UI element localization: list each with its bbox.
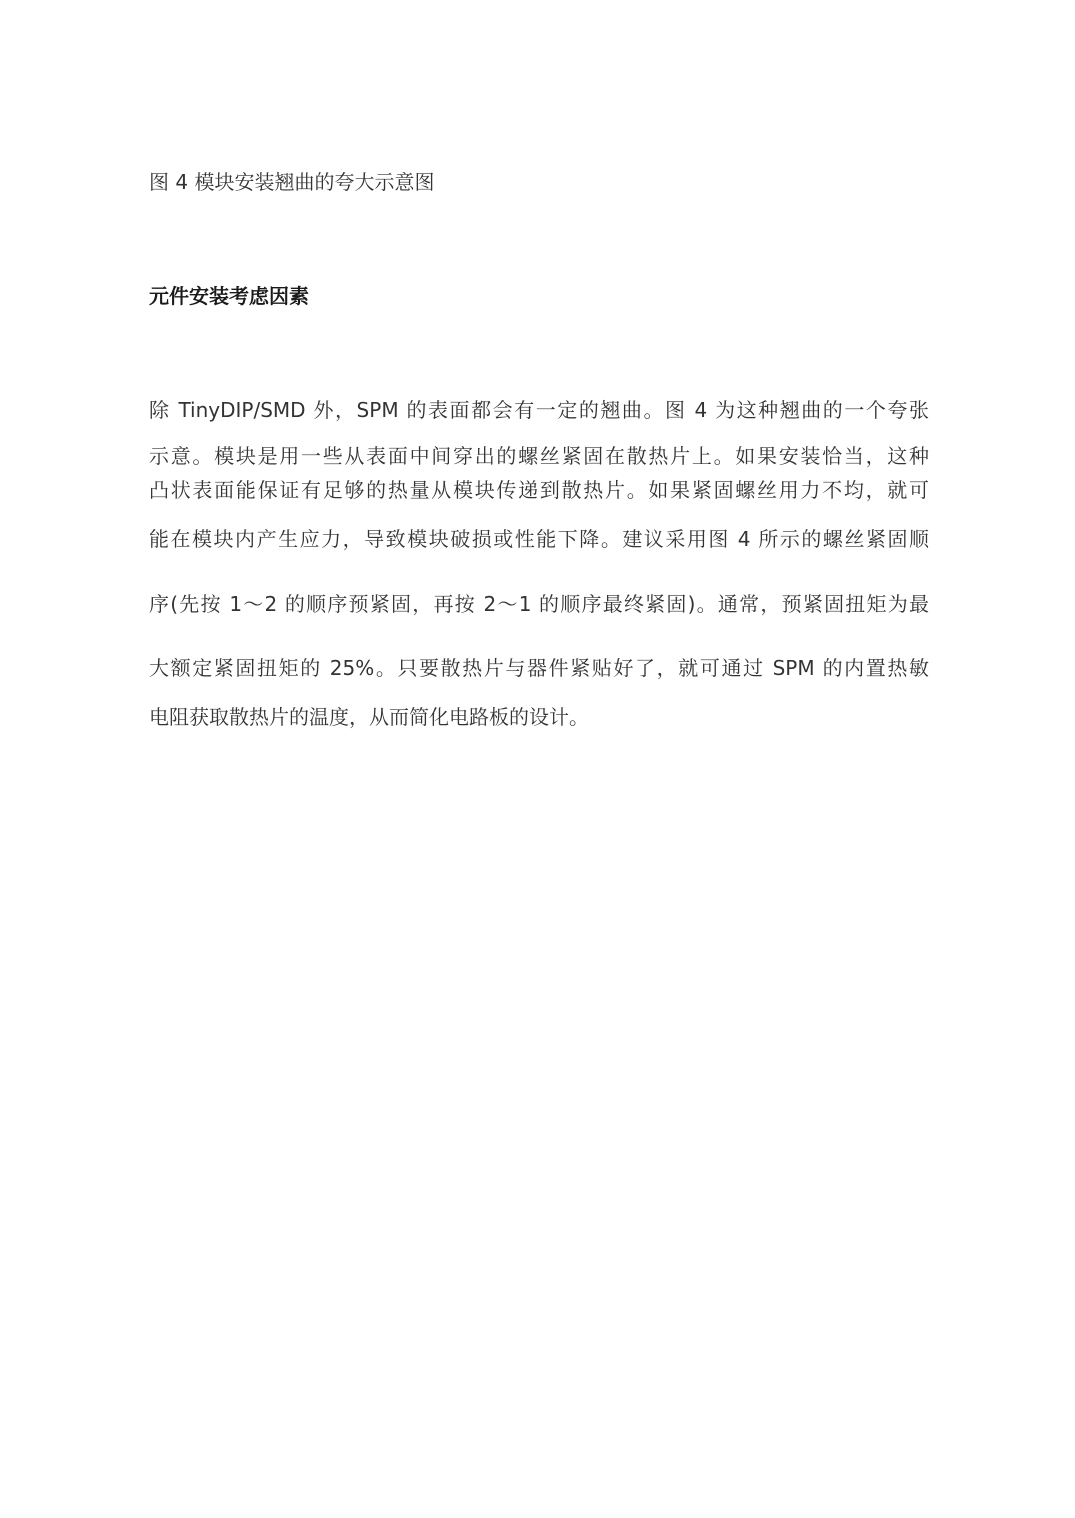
section-heading: 元件安装考虑因素	[149, 284, 309, 308]
paragraph-line: 大额定紧固扭矩的 25%。只要散热片与器件紧贴好了，就可通过 SPM 的内置热敏	[149, 656, 929, 680]
paragraph-line: 凸状表面能保证有足够的热量从模块传递到散热片。如果紧固螺丝用力不均，就可	[149, 478, 929, 502]
paragraph-line: 电阻获取散热片的温度，从而简化电路板的设计。	[149, 705, 589, 729]
paragraph-line: 序(先按 1～2 的顺序预紧固，再按 2～1 的顺序最终紧固)。通常，预紧固扭矩为最	[149, 592, 929, 616]
paragraph-line: 能在模块内产生应力，导致模块破损或性能下降。建议采用图 4 所示的螺丝紧固顺	[149, 527, 929, 551]
paragraph-line: 除 TinyDIP/SMD 外，SPM 的表面都会有一定的翘曲。图 4 为这种翘曲的一个夸张	[149, 398, 929, 422]
paragraph-line: 示意。模块是用一些从表面中间穿出的螺丝紧固在散热片上。如果安装恰当，这种	[149, 444, 929, 468]
figure-caption: 图 4 模块安装翘曲的夸大示意图	[149, 170, 435, 194]
